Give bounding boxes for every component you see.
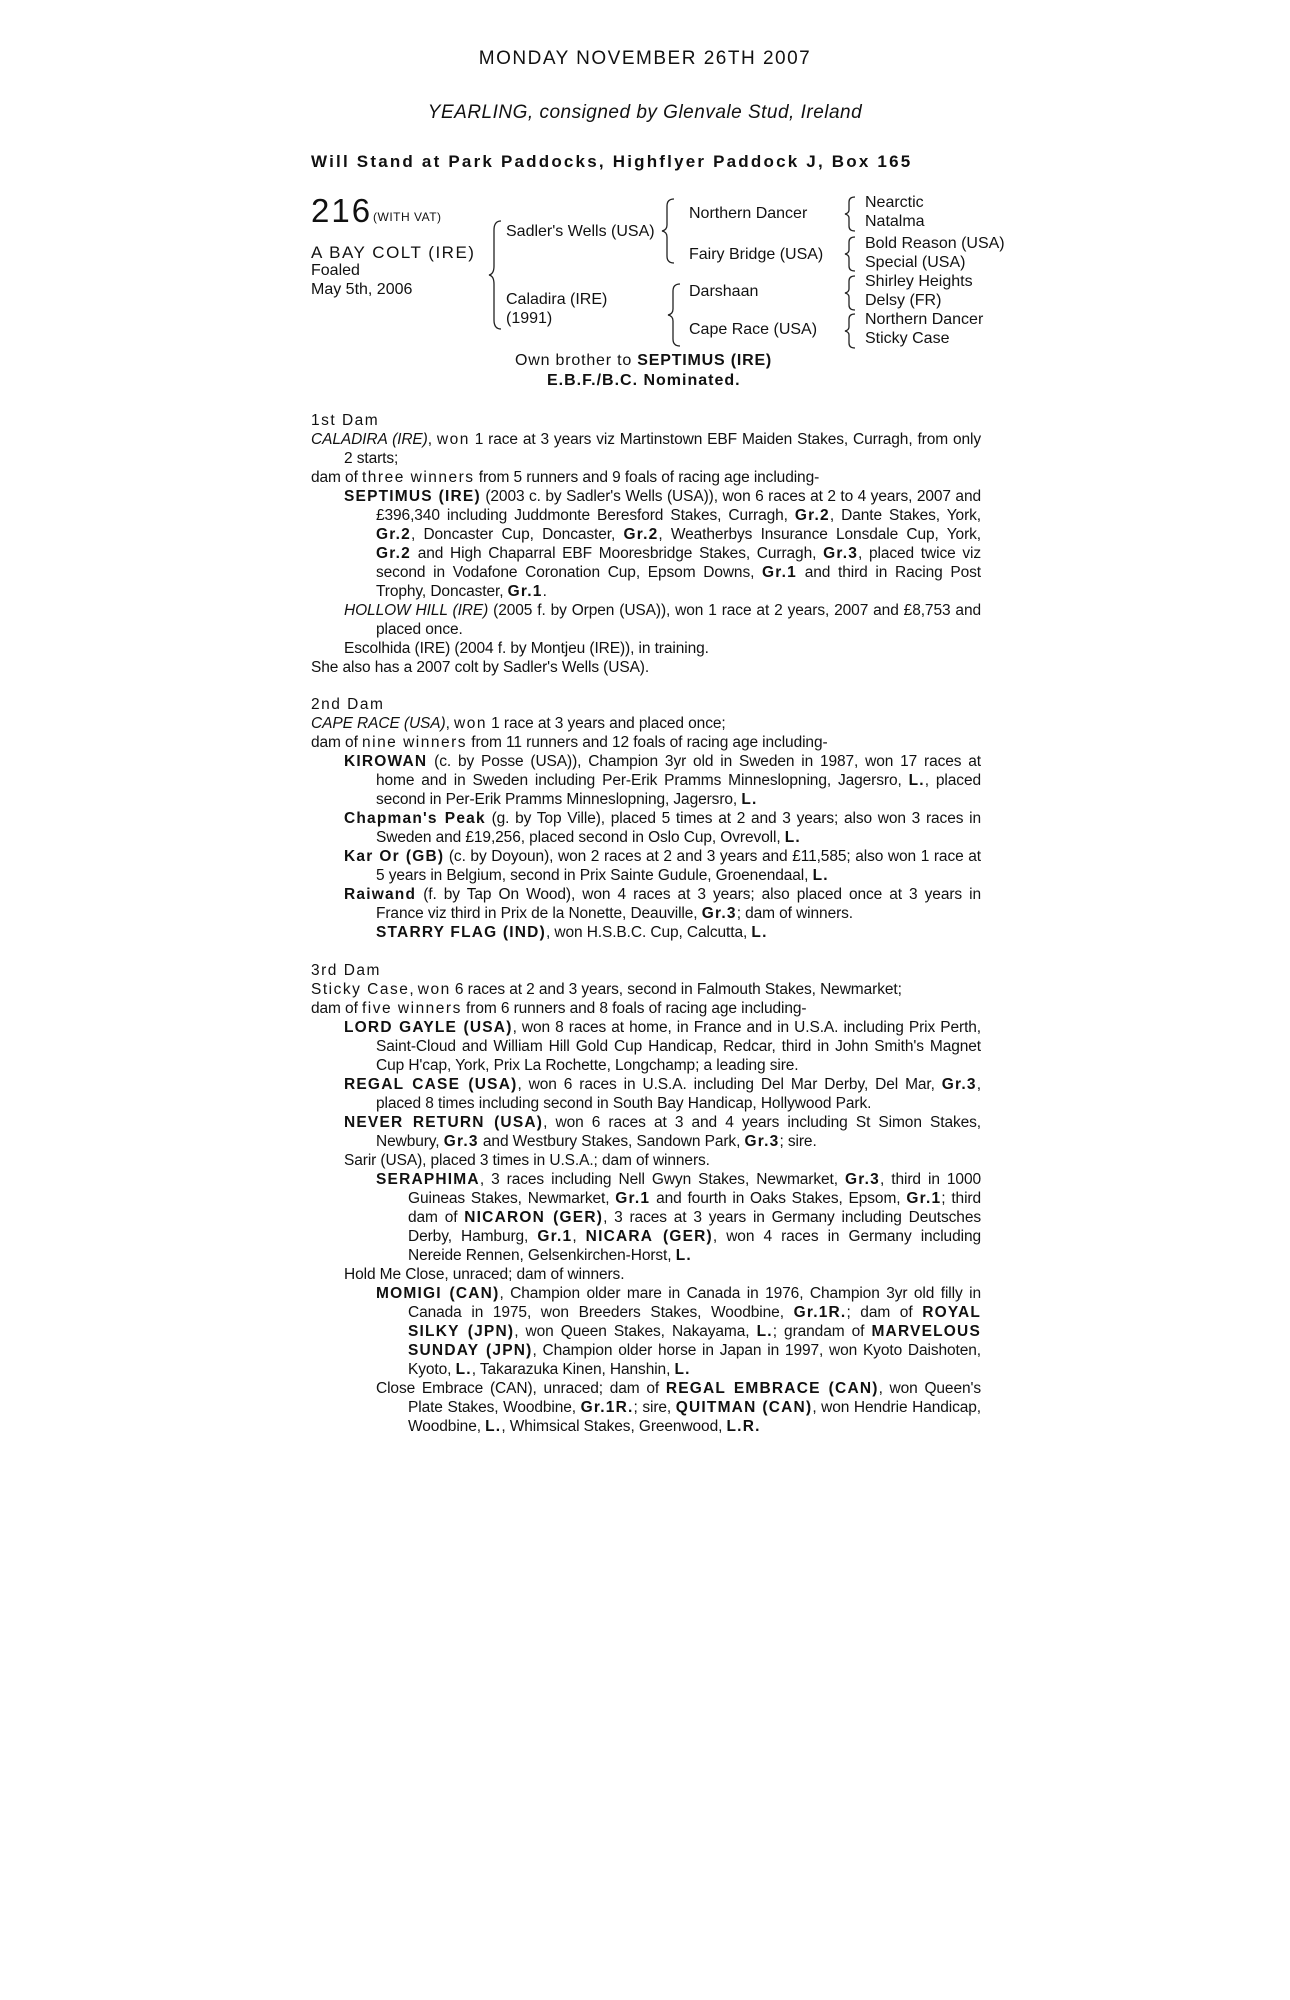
nomination-note: E.B.F./B.C. Nominated. <box>547 372 741 389</box>
horse-name: NEVER RETURN (USA) <box>344 1114 544 1131</box>
runner-text: (c. by Posse (USA)), Champion 3yr old in Sweden in 1987, won 17 races at home and in Sweden including Per-Erik Pramms Minneslopning, Jagersro, <box>376 753 981 789</box>
grade: L. <box>674 1361 691 1378</box>
third-dam-record-text: 6 races at 2 and 3 years, second in Falmouth Stakes, Newmarket; <box>450 981 902 998</box>
third-dam-name: Sticky Case <box>311 981 410 998</box>
runner-sarir: Sarir (USA), placed 3 times in U.S.A.; dam of winners. <box>344 1152 710 1169</box>
runner-text: , placed 8 times including second in South Bay Handicap, Hollywood Park. <box>376 1076 981 1112</box>
pedigree-g3-5: Shirley Heights <box>865 273 973 290</box>
horse-name: REGAL CASE (USA) <box>344 1076 518 1093</box>
lot-type: YEARLING, consigned by Glenvale Stud, Ireland <box>427 102 863 123</box>
winners-count: three winners <box>362 469 475 486</box>
grade: L. <box>675 1247 692 1264</box>
grade: Gr.1 <box>762 564 798 581</box>
runner-text: , third in 1000 Guineas Stakes, Newmarket, <box>408 1171 981 1207</box>
first-dam-also: She also has a 2007 colt by Sadler's Wells (USA). <box>311 659 650 676</box>
grade: Gr.1 <box>906 1190 942 1207</box>
runner-text: (c. by Doyoun), won 2 races at 2 and 3 years and £11,585; also won 1 race at 5 years in Belgium, second in Prix Sainte Gudule, Groenendaal, <box>376 848 981 884</box>
runner-text: , won 6 races in U.S.A. including Del Mar Derby, Del Mar, <box>517 1076 942 1093</box>
runner-lord-gayle <box>311 1018 981 1075</box>
runner-text: , Takarazuka Kinen, Hanshin, <box>471 1361 675 1378</box>
horse-name: KIROWAN <box>344 753 428 770</box>
runner-text: , Champion older horse in Japan in 1997, won Kyoto Daishoten, Kyoto, <box>408 1342 981 1378</box>
brace-sire <box>662 198 676 264</box>
runner-text: , Dante Stakes, York, <box>829 507 981 524</box>
horse-name: REGAL EMBRACE (CAN) <box>665 1380 879 1397</box>
runner-text: (g. by Top Ville), placed 5 times at 2 and 3 years; also won 3 races in Sweden and £19,256, placed second in Oslo Cup, Ovrevoll, <box>376 810 981 846</box>
lot-description: A BAY COLT (IRE) <box>311 243 476 262</box>
horse-name: QUITMAN (CAN) <box>675 1399 813 1416</box>
pedigree-sire-dam: Fairy Bridge (USA) <box>689 246 824 263</box>
pedigree-sire: Sadler's Wells (USA) <box>506 223 655 240</box>
horse-name: HOLLOW HILL (IRE) <box>344 602 489 619</box>
vat-note: (WITH VAT) <box>373 210 442 224</box>
runner-text: (2005 f. by Orpen (USA)), won 1 race at 2 years, 2007 and £8,753 and placed once. <box>376 602 981 638</box>
grade: Gr.3 <box>823 545 859 562</box>
grade: Gr.2 <box>376 545 411 562</box>
third-dam-section <box>311 961 981 1436</box>
grade: Gr.1R. <box>793 1304 847 1321</box>
first-dam-record: CALADIRA (IRE), won 1 race at 3 years viz Martinstown EBF Maiden Stakes, Curragh, from only 2 starts; <box>311 431 981 467</box>
grade: Gr.1R. <box>580 1399 634 1416</box>
runner-text: , Doncaster Cup, Doncaster, <box>410 526 624 543</box>
grade: Gr.2 <box>376 526 411 543</box>
horse-name: Kar Or (GB) <box>344 848 445 865</box>
third-dam-heading: 3rd Dam <box>311 962 381 979</box>
second-dam-record: CAPE RACE (USA), won 1 race at 3 years and placed once; <box>311 715 726 732</box>
brace-dam <box>668 283 682 347</box>
runner-text: , won 6 races at 3 and 4 years including St Simon Stakes, Newbury, <box>376 1114 981 1150</box>
runner-text: , won 8 races at home, in France and in U.S.A. including Prix Perth, Saint-Cloud and William Hill Gold Cup Handicap, Redcar, third in John Smith's Magnet Cup H'cap, York, Prix La Rochette, Longchamp; a leading sire. <box>376 1019 982 1074</box>
runner-text: , placed twice viz second in Vodafone Coronation Cup, Epsom Downs, <box>376 545 982 581</box>
runner-momigi <box>311 1284 981 1379</box>
first-dam-name: CALADIRA (IRE) <box>311 431 428 448</box>
runner-text: ; third dam of <box>408 1190 982 1226</box>
winners-count: nine winners <box>362 734 468 751</box>
brace-gen1 <box>489 220 503 330</box>
runner-raiwand <box>311 885 981 923</box>
second-dam-produce <box>311 733 981 752</box>
runner-chapmans-peak <box>311 809 981 847</box>
runner-escolhida: Escolhida (IRE) (2004 f. by Montjeu (IRE)), in training. <box>344 640 709 657</box>
runner-text: , 3 races including Nell Gwyn Stakes, Newmarket, <box>479 1171 845 1188</box>
runner-text: (f. by Tap On Wood), won 4 races at 3 years; also placed once at 3 years in France viz third in Prix de la Nonette, Deauville, <box>376 886 981 922</box>
first-dam-section <box>311 411 981 677</box>
pedigree-dam: Caladira (IRE) <box>506 291 608 308</box>
runner-text: and Westbury Stakes, Sandown Park, <box>478 1133 745 1150</box>
horse-name: SEPTIMUS (IRE) <box>344 488 481 505</box>
horse-name: NICARA (GER) <box>585 1228 713 1245</box>
pedigree-g3-1: Nearctic <box>865 194 924 211</box>
horse-name: STARRY FLAG (IND) <box>376 924 546 941</box>
produce-prefix: dam of <box>311 469 362 486</box>
runner-text: , won Queen's Plate Stakes, Woodbine, <box>408 1380 981 1416</box>
brace-g3-2 <box>845 236 857 272</box>
foaled-label: Foaled <box>311 262 360 279</box>
second-dam-record-text: 1 race at 3 years and placed once; <box>486 715 726 732</box>
horse-name: MOMIGI (CAN) <box>376 1285 500 1302</box>
pedigree-g3-8: Sticky Case <box>865 330 950 347</box>
produce-prefix: dam of <box>311 1000 362 1017</box>
grade: Gr.2 <box>623 526 659 543</box>
produce-prefix: dam of <box>311 734 362 751</box>
first-dam-record-text: 1 race at 3 years viz Martinstown EBF Maiden Stakes, Curragh, from only 2 starts; <box>344 431 981 467</box>
grade: Gr.3 <box>744 1133 780 1150</box>
grade: L. <box>455 1361 472 1378</box>
grade: Gr.2 <box>794 507 830 524</box>
grade: L. <box>741 791 758 808</box>
runner-text: ; dam of winners. <box>736 905 854 922</box>
own-brother-line <box>515 352 772 370</box>
runner-hollow-hill <box>311 601 981 639</box>
own-brother-name: SEPTIMUS (IRE) <box>637 352 773 369</box>
pedigree-dam-dam: Cape Race (USA) <box>689 321 818 338</box>
runner-text: . <box>542 583 547 600</box>
pedigree-g3-7: Northern Dancer <box>865 311 984 328</box>
grade: Gr.3 <box>941 1076 977 1093</box>
runner-starry-flag <box>311 923 981 942</box>
own-brother-prefix: Own brother to <box>515 352 638 369</box>
runner-text: ; sire. <box>779 1133 817 1150</box>
won-word: won <box>454 715 487 732</box>
runner-hold-me-close: Hold Me Close, unraced; dam of winners. <box>344 1266 625 1283</box>
runner-text: , Whimsical Stakes, Greenwood, <box>501 1418 727 1435</box>
runner-septimus <box>311 487 981 601</box>
runner-text: ; grandam of <box>772 1323 872 1340</box>
brace-g3-4 <box>845 313 857 349</box>
runner-text: ; sire, <box>633 1399 676 1416</box>
sale-date: MONDAY NOVEMBER 26TH 2007 <box>478 48 812 69</box>
pedigree-dam-year: (1991) <box>506 310 553 327</box>
produce-suffix: from 5 runners and 9 foals of racing age including- <box>474 469 820 486</box>
grade: Gr.3 <box>845 1171 880 1188</box>
horse-name: LORD GAYLE (USA) <box>344 1019 513 1036</box>
grade: Gr.3 <box>443 1133 479 1150</box>
won-word: won <box>436 431 470 448</box>
second-dam-section <box>311 695 981 942</box>
grade: L. <box>756 1323 773 1340</box>
first-dam-produce <box>311 468 981 487</box>
runner-text: , Weatherbys Insurance Lonsdale Cup, York, <box>658 526 981 543</box>
runner-text: , won 4 races in Germany including Nereide Rennen, Gelsenkirchen-Horst, <box>408 1228 981 1264</box>
runner-kar-or <box>311 847 981 885</box>
grade: L. <box>784 829 801 846</box>
pedigree-g3-4: Special (USA) <box>865 254 966 271</box>
horse-name: Raiwand <box>344 886 417 903</box>
stand-location: Will Stand at Park Paddocks, Highflyer Paddock J, Box 165 <box>311 152 913 171</box>
grade: Gr.3 <box>701 905 737 922</box>
pedigree-sire-sire: Northern Dancer <box>689 205 808 222</box>
grade: L. <box>751 924 768 941</box>
runner-text: and High Chaparral EBF Mooresbridge Stakes, Curragh, <box>410 545 824 562</box>
runner-text: , 3 races at 3 years in Germany including Deutsches Derby, Hamburg, <box>408 1209 981 1245</box>
pedigree-g3-2: Natalma <box>865 213 925 230</box>
horse-name: ROYAL SILKY (JPN) <box>408 1304 982 1340</box>
runner-text: , won Hendrie Handicap, Woodbine, <box>408 1399 982 1435</box>
grade: Gr.1 <box>537 1228 573 1245</box>
grade: L. <box>812 867 829 884</box>
lot-number: 216 <box>311 192 373 229</box>
produce-suffix: from 11 runners and 12 foals of racing age including- <box>467 734 828 751</box>
runner-seraphima <box>311 1170 981 1265</box>
winners-count: five winners <box>362 1000 462 1017</box>
runner-text: and fourth in Oaks Stakes, Epsom, <box>650 1190 907 1207</box>
third-dam-record <box>311 980 981 999</box>
produce-suffix: from 6 runners and 8 foals of racing age including- <box>461 1000 807 1017</box>
runner-text: and third in Racing Post Trophy, Doncaster, <box>376 564 981 600</box>
grade: Gr.1 <box>615 1190 651 1207</box>
horse-name: NICARON (GER) <box>464 1209 604 1226</box>
runner-never-return <box>311 1113 981 1151</box>
runner-text: ; dam of <box>846 1304 923 1321</box>
second-dam-heading: 2nd Dam <box>311 696 385 713</box>
pedigree-g3-3: Bold Reason (USA) <box>865 235 1005 252</box>
first-dam-heading: 1st Dam <box>311 412 380 429</box>
brace-g3-3 <box>845 275 857 311</box>
grade: L.R. <box>726 1418 761 1435</box>
runner-kirowan <box>311 752 981 809</box>
runner-text: , placed second in Per-Erik Pramms Minneslopning, Jagersro, <box>376 772 981 808</box>
grade: L. <box>908 772 925 789</box>
second-dam-name: CAPE RACE (USA) <box>311 715 446 732</box>
brace-g3-1 <box>845 196 857 232</box>
horse-name: MARVELOUS SUNDAY (JPN) <box>408 1323 981 1359</box>
third-dam-produce <box>311 999 981 1018</box>
pedigree-g3-6: Delsy (FR) <box>865 292 942 309</box>
runner-close-embrace <box>311 1379 981 1436</box>
grade: L. <box>485 1418 502 1435</box>
runner-text: Close Embrace (CAN), unraced; dam of <box>376 1380 666 1397</box>
grade: Gr.1 <box>507 583 543 600</box>
runner-text: , won Queen Stakes, Nakayama, <box>514 1323 757 1340</box>
third-dam-record-text: , <box>409 981 418 998</box>
horse-name: Chapman's Peak <box>344 810 486 827</box>
pedigree-dam-sire: Darshaan <box>689 283 759 300</box>
runner-text: , Champion older mare in Canada in 1976, Champion 3yr old filly in Canada in 1975, won Breeders Stakes, Woodbine, <box>408 1285 981 1321</box>
runner-text: (2003 c. by Sadler's Wells (USA)), won 6 races at 2 to 4 years, 2007 and £396,340 including Juddmonte Beresford Stakes, Curragh, <box>376 488 981 524</box>
runner-text: , won H.S.B.C. Cup, Calcutta, <box>545 924 752 941</box>
runner-regal-case <box>311 1075 981 1113</box>
won-word: won <box>417 981 451 998</box>
foaled-date: May 5th, 2006 <box>311 281 413 298</box>
horse-name: SERAPHIMA <box>376 1171 480 1188</box>
runner-text: , <box>572 1228 586 1245</box>
